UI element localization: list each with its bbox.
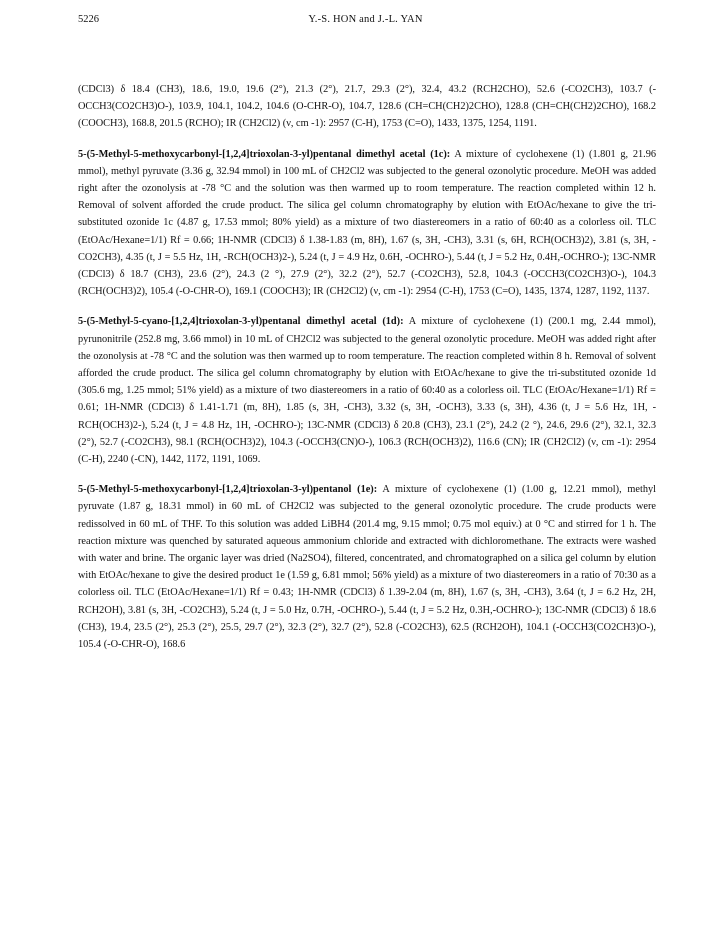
compound-heading: 5-(5-Methyl-5-methoxycarbonyl-[1,2,4]trioxolan-3-yl)pentanal dimethyl acetal (1c): xyxy=(78,148,451,160)
page-number: 5226 xyxy=(78,14,99,25)
article-body xyxy=(78,81,656,666)
paragraph-text: A mixture of cyclohexene (1) (1.00 g, 12.21 mmol), methyl pyruvate (1.87 g, 18.31 mmol) in 60 mL of CH2Cl2 was subjected to the general ozonolytic procedure. The crude products were redissolved in 60 mL of THF. To this solution was added LiBH4 (201.4 mg, 9.15 mmol; 0.75 mol equiv.) at 0 °C and stirred for 1 h. The reaction mixture was quenched by saturated aqueous ammonium chloride and extracted with dichloromethane. The extracts were washed with water and brine. The organic layer was dried (Na2SO4), filtered, concentrated, and chromatographed on a silica gel column by elution with EtOAc/hexane to give the desired product 1e (1.59 g, 6.81 mmol; 56% yield) as a mixture of two diastereomers in a ratio of 70:30 as a colorless oil. TLC (EtOAc/Hexane=1/1) Rf = 0.43; 1H-NMR (CDCl3) δ 1.39-2.04 (m, 8H), 1.67 (s, 3H, -CH3), 3.64 (t, J = 6.2 Hz, 2H, RCH2OH), 3.81 (s, 3H, -CO2CH3), 5.24 (t, J = 5.0 Hz, 0.7H, -OCHRO-), 5.44 (t, J = 5.2 Hz, 0.3H,-OCHRO-); 13C-NMR (CDCl3) δ 18.6 (CH3), 19.4, 23.5 (2°), 25.3 (2°), 25.5, 29.7 (2°), 32.3 (2°), 32.7 (2°), 52.8 (-CO2CH3), 62.5 (RCH2OH), 104.1 (-OCCH3(CO2CH3)O-), 105.4 (-O-CHR-O), 168.6 xyxy=(78,484,656,651)
paragraph-text: A mixture of cyclohexene (1) (1.801 g, 21.96 mmol), methyl pyruvate (3.36 g, 32.94 mmol) in 100 mL of CH2Cl2 was subjected to the general ozonolytic procedure. MeOH was added right after the ozonolysis at -78 °C and the solution was then warmed up to room temperature. The reaction completed within 12 h. Removal of solvent afforded the crude product. The silica gel column chromatography by elution with EtOAc/hexane to give the tri-substituted ozonide 1c (4.87 g, 17.53 mmol; 80% yield) as a mixture of two diastereomers in a ratio of 60:40 as a colorless oil. TLC (EtOAc/Hexane=1/1) Rf = 0.66; 1H-NMR (CDCl3) δ 1.38-1.83 (m, 8H), 1.67 (s, 3H, -CH3), 3.31 (s, 6H, RCH(OCH3)2), 3.81 (s, 3H, -CO2CH3), 4.35 (t, J = 5.5 Hz, 1H, -RCH(OCH3)2-), 5.24 (t, J = 4.9 Hz, 0.6H, -OCHRO-), 5.44 (t, J = 5.2 Hz, 0.4H,-OCHRO-); 13C-NMR (CDCl3) δ 18.7 (CH3), 23.6 (2°), 24.3 (2 °), 27.9 (2°), 32.2 (2°), 52.7 (-CO2CH3), 52.8, 104.3 (-OCCH3(CO2CH3)O-), 104.3 (RCH(OCH3)2), 105.4 (-O-CHR-O), 169.1 (COOCH3); IR (CH2Cl2) (ν, cm -1): 2954 (C-H), 1753 (C=O), 1435, 1374, 1287, 1192, 1137. xyxy=(78,148,656,298)
paragraph-text: A mixture of cyclohexene (1) (200.1 mg, 2.44 mmol), pyrunonitrile (252.8 mg, 3.66 mmol) in 10 mL of CH2Cl2 was subjected to the general ozonolytic procedure. MeOH was added right after the ozonolysis at -78 °C and the solution was then warmed up to room temperature. The reaction completed within 8 h. Removal of solvent afforded the crude product. The silica gel column chromatography by elution with EtOAc/hexane to give the tri-substituted ozonide 1d (305.6 mg, 1.25 mmol; 51% yield) as a mixture of two diastereomers in a ratio of 60:40 as a colorless oil. TLC (EtOAc/Hexane=1/1) Rf = 0.61; 1H-NMR (CDCl3) δ 1.41-1.71 (m, 8H), 1.85 (s, 3H, -CH3), 3.32 (s, 3H, -OCH3), 3.33 (s, 3H), 4.36 (t, J = 5.6 Hz, 1H, -RCH(OCH3)2-), 5.24 (t, J = 4.8 Hz, 1H, -OCHRO-); 13C-NMR (CDCl3) δ 20.8 (CH3), 23.1 (2°), 24.2 (2 °), 24.6, 29.6 (2°), 32.1, 32.3 (2°), 52.7 (-CO2CH3), 98.1 (RCH(OCH3)2), 104.3 (-OCCH3(CN)O-), 106.3 (RCH(OCH3)2), 116.6 (CN); IR (CH2Cl2) (ν, cm -1): 2954 (C-H), 2240 (-CN), 1442, 1172, 1191, 1069. xyxy=(78,316,656,466)
page-header xyxy=(78,14,653,30)
paragraph-1b-nmr-continuation xyxy=(78,81,656,133)
compound-heading: 5-(5-Methyl-5-cyano-[1,2,4]trioxolan-3-yl)pentanal dimethyl acetal (1d): xyxy=(78,316,404,328)
paragraph-text: (CDCl3) δ 18.4 (CH3), 18.6, 19.0, 19.6 (2°), 21.3 (2°), 21.7, 29.3 (2°), 32.4, 43.2 (RCH2CHO), 52.6 (-CO2CH3), 103.7 (-OCCH3(CO2CH3)O-), 103.9, 104.1, 104.2, 104.6 (O-CHR-O), 104.7, 128.6 (CH=CH(CH2)2CHO), 128.8 (CH=CH(CH2)2CHO), 168.2 (COOCH3), 168.8, 201.5 (RCHO); IR (CH2Cl2) (ν, cm -1): 2957 (C-H), 1753 (C=O), 1433, 1375, 1254, 1191. xyxy=(78,84,656,130)
paragraph-1d xyxy=(78,313,656,468)
paragraph-1e xyxy=(78,481,656,653)
running-head: Y.-S. HON and J.-L. YAN xyxy=(308,14,423,25)
compound-heading: 5-(5-Methyl-5-methoxycarbonyl-[1,2,4]trioxolan-3-yl)pentanol (1e): xyxy=(78,484,378,496)
paragraph-1c xyxy=(78,146,656,301)
